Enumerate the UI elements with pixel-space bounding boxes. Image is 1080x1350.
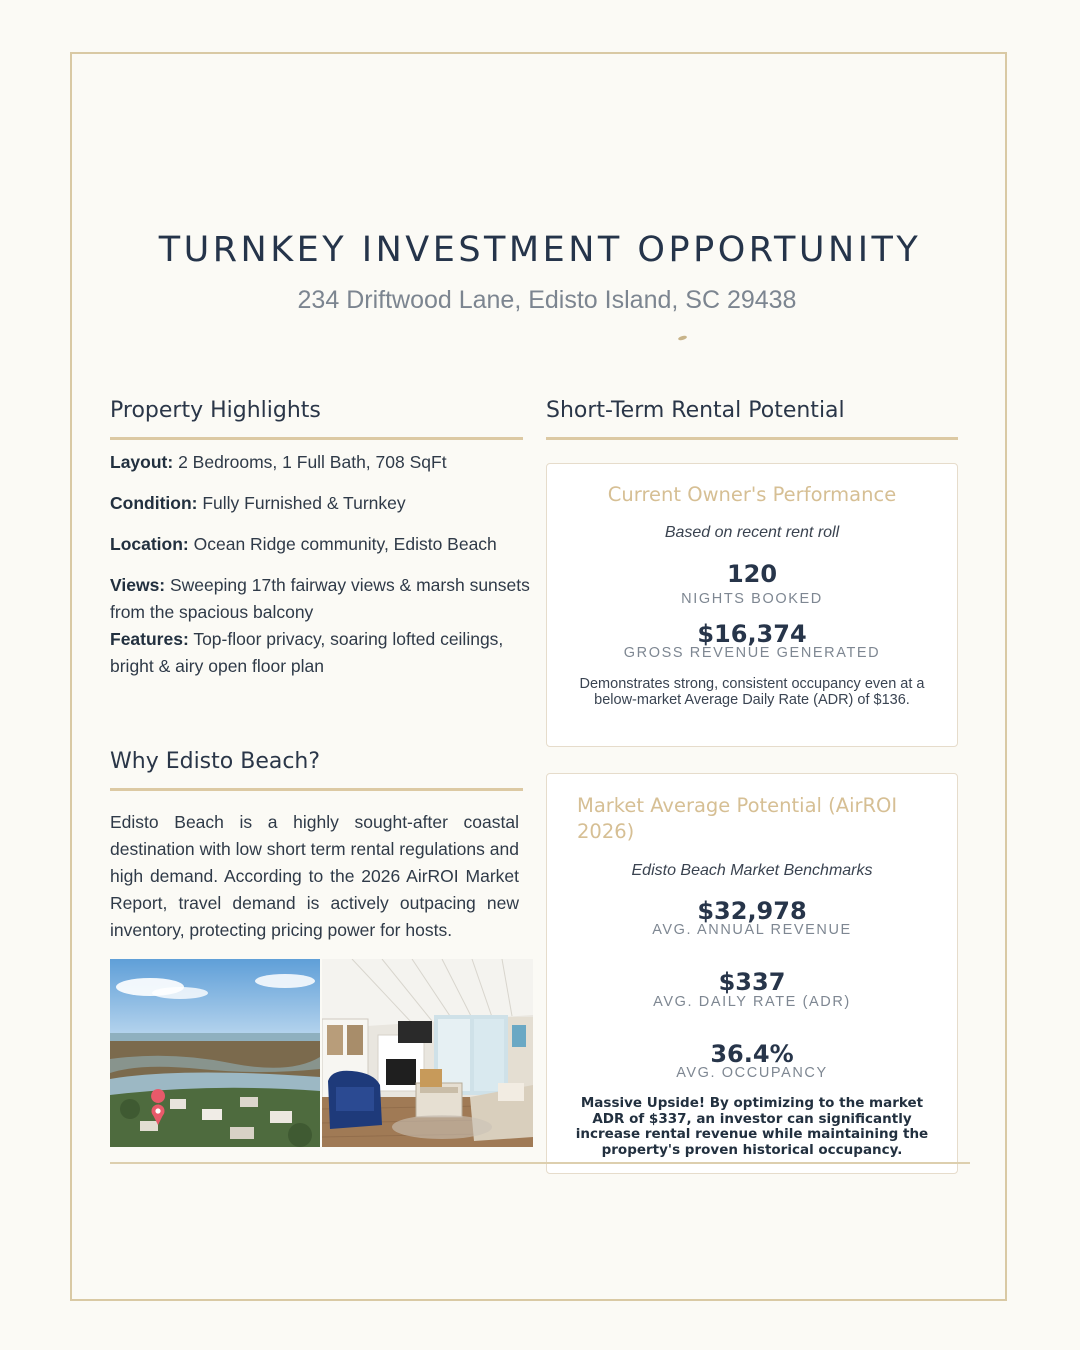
- highlight-text: Sweeping 17th fairway views & marsh sunsets from the spacious balcony: [110, 575, 530, 622]
- current-performance-note: Demonstrates strong, consistent occupancy even at a below-market Average Daily Rate (ADR) of $136.: [579, 676, 925, 708]
- occupancy-value: 36.4%: [710, 1040, 794, 1068]
- current-performance-card: [546, 463, 958, 747]
- highlight-label: Layout:: [110, 452, 174, 472]
- highlight-location: [110, 531, 530, 558]
- market-potential-subtitle: Edisto Beach Market Benchmarks: [631, 862, 873, 879]
- current-performance-subtitle: Based on recent rent roll: [664, 524, 840, 541]
- highlight-layout: [110, 449, 530, 476]
- market-potential-title: Market Average Potential (AirROI 2026): [577, 794, 898, 843]
- annual-revenue-label: AVG. ANNUAL REVENUE: [652, 922, 852, 938]
- property-highlights-heading: Property Highlights: [110, 398, 523, 440]
- daily-rate-value: $337: [718, 968, 786, 996]
- highlight-features: [110, 626, 530, 680]
- highlight-text: Ocean Ridge community, Edisto Beach: [193, 534, 497, 554]
- highlight-text: Fully Furnished & Turnkey: [202, 493, 406, 513]
- nights-booked-value: 120: [726, 560, 778, 588]
- occupancy-label: AVG. OCCUPANCY: [676, 1065, 828, 1081]
- gross-revenue-label: GROSS REVENUE GENERATED: [623, 645, 881, 661]
- highlight-views: [110, 572, 530, 626]
- highlight-condition: [110, 490, 530, 517]
- annual-revenue-value: $32,978: [697, 897, 807, 925]
- current-performance-title: Current Owner's Performance: [607, 483, 897, 506]
- property-address: 234 Driftwood Lane, Edisto Island, SC 29438: [297, 286, 797, 314]
- why-edisto-heading: Why Edisto Beach?: [110, 749, 523, 791]
- market-potential-card: [546, 773, 958, 1174]
- why-edisto-body: Edisto Beach is a highly sought-after coastal destination with low short term rental regulations and high demand. According to the 2026 AirROI Market Report, travel demand is actively outpacing new inventory, protecting pricing power for hosts.: [110, 812, 519, 940]
- nights-booked-label: NIGHTS BOOKED: [681, 591, 823, 607]
- rental-potential-heading: Short-Term Rental Potential: [546, 398, 958, 440]
- daily-rate-label: AVG. DAILY RATE (ADR): [653, 994, 851, 1010]
- highlight-label: Condition:: [110, 493, 198, 513]
- aerial-photo: [110, 959, 320, 1147]
- highlight-label: Location:: [110, 534, 189, 554]
- highlight-label: Features:: [110, 629, 189, 649]
- market-upside-note: Massive Upside! By optimizing to the market ADR of $337, an investor can significantly increase rental revenue while maintaining the property's proven historical occupancy.: [575, 1095, 929, 1158]
- living-room-photo: [322, 959, 533, 1147]
- highlight-text: Top-floor privacy, soaring lofted ceilings, bright & airy open floor plan: [110, 629, 504, 676]
- page-title: TURNKEY INVESTMENT OPPORTUNITY: [158, 230, 922, 270]
- highlight-label: Views:: [110, 575, 166, 595]
- bottom-divider: [110, 1162, 970, 1164]
- highlight-text: 2 Bedrooms, 1 Full Bath, 708 SqFt: [178, 452, 447, 472]
- gross-revenue-value: $16,374: [697, 620, 807, 648]
